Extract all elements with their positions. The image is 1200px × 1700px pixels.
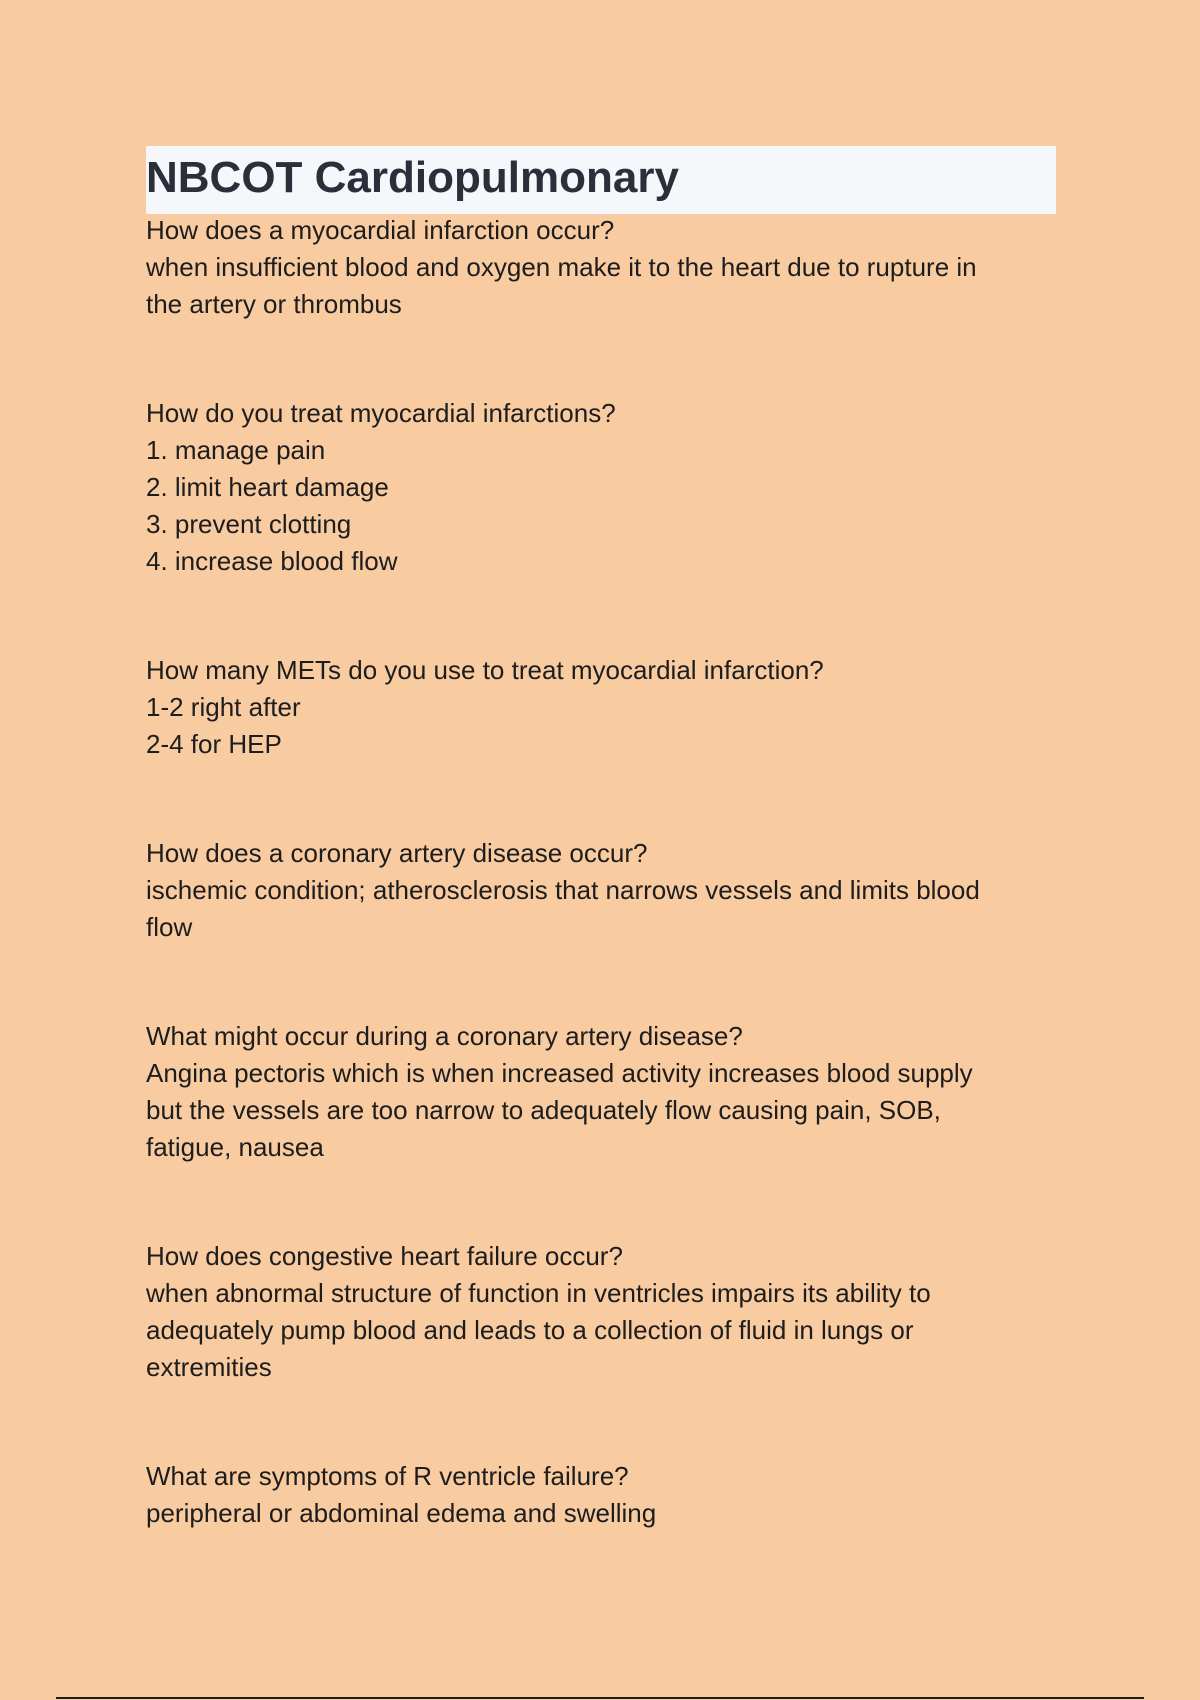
answer-line: 2. limit heart damage [146, 472, 389, 502]
question-text: What are symptoms of R ventricle failure? [146, 1461, 629, 1491]
answer-line: when abnormal structure of function in ventricles impairs its ability to [146, 1278, 931, 1308]
page-title: NBCOT Cardiopulmonary [146, 153, 679, 202]
title-highlight [146, 146, 1056, 214]
answer-line: but the vessels are too narrow to adequately flow causing pain, SOB, [146, 1095, 941, 1125]
answer-line: fatigue, nausea [146, 1132, 324, 1162]
answer-line: 4. increase blood flow [146, 546, 398, 576]
question-text: How do you treat myocardial infarctions? [146, 398, 616, 428]
qa-item [146, 1458, 1066, 1532]
answer-line: 1. manage pain [146, 435, 326, 465]
answer-line: 1-2 right after [146, 692, 301, 722]
question-text: How many METs do you use to treat myocardial infarction? [146, 655, 824, 685]
question-text: What might occur during a coronary artery disease? [146, 1021, 743, 1051]
answer-line: Angina pectoris which is when increased activity increases blood supply [146, 1058, 973, 1088]
page-bottom-divider [56, 1697, 1144, 1699]
answer-line: 2-4 for HEP [146, 729, 282, 759]
question-text: How does congestive heart failure occur? [146, 1241, 623, 1271]
answer-line: when insufficient blood and oxygen make it to the heart due to rupture in [146, 252, 977, 282]
question-text: How does a coronary artery disease occur? [146, 838, 648, 868]
qa-item [146, 1018, 1066, 1166]
answer-line: adequately pump blood and leads to a collection of fluid in lungs or [146, 1315, 914, 1345]
qa-list [146, 212, 1066, 1604]
answer-line: ischemic condition; atherosclerosis that narrows vessels and limits blood [146, 875, 980, 905]
answer-line: the artery or thrombus [146, 289, 402, 319]
answer-line: peripheral or abdominal edema and swelling [146, 1498, 657, 1528]
question-text: How does a myocardial infarction occur? [146, 215, 615, 245]
answer-line: extremities [146, 1352, 272, 1382]
answer-line: 3. prevent clotting [146, 509, 352, 539]
qa-item [146, 652, 1066, 763]
qa-item [146, 1238, 1066, 1386]
qa-item [146, 835, 1066, 946]
answer-line: flow [146, 912, 193, 942]
qa-item [146, 395, 1066, 580]
qa-item [146, 212, 1066, 323]
